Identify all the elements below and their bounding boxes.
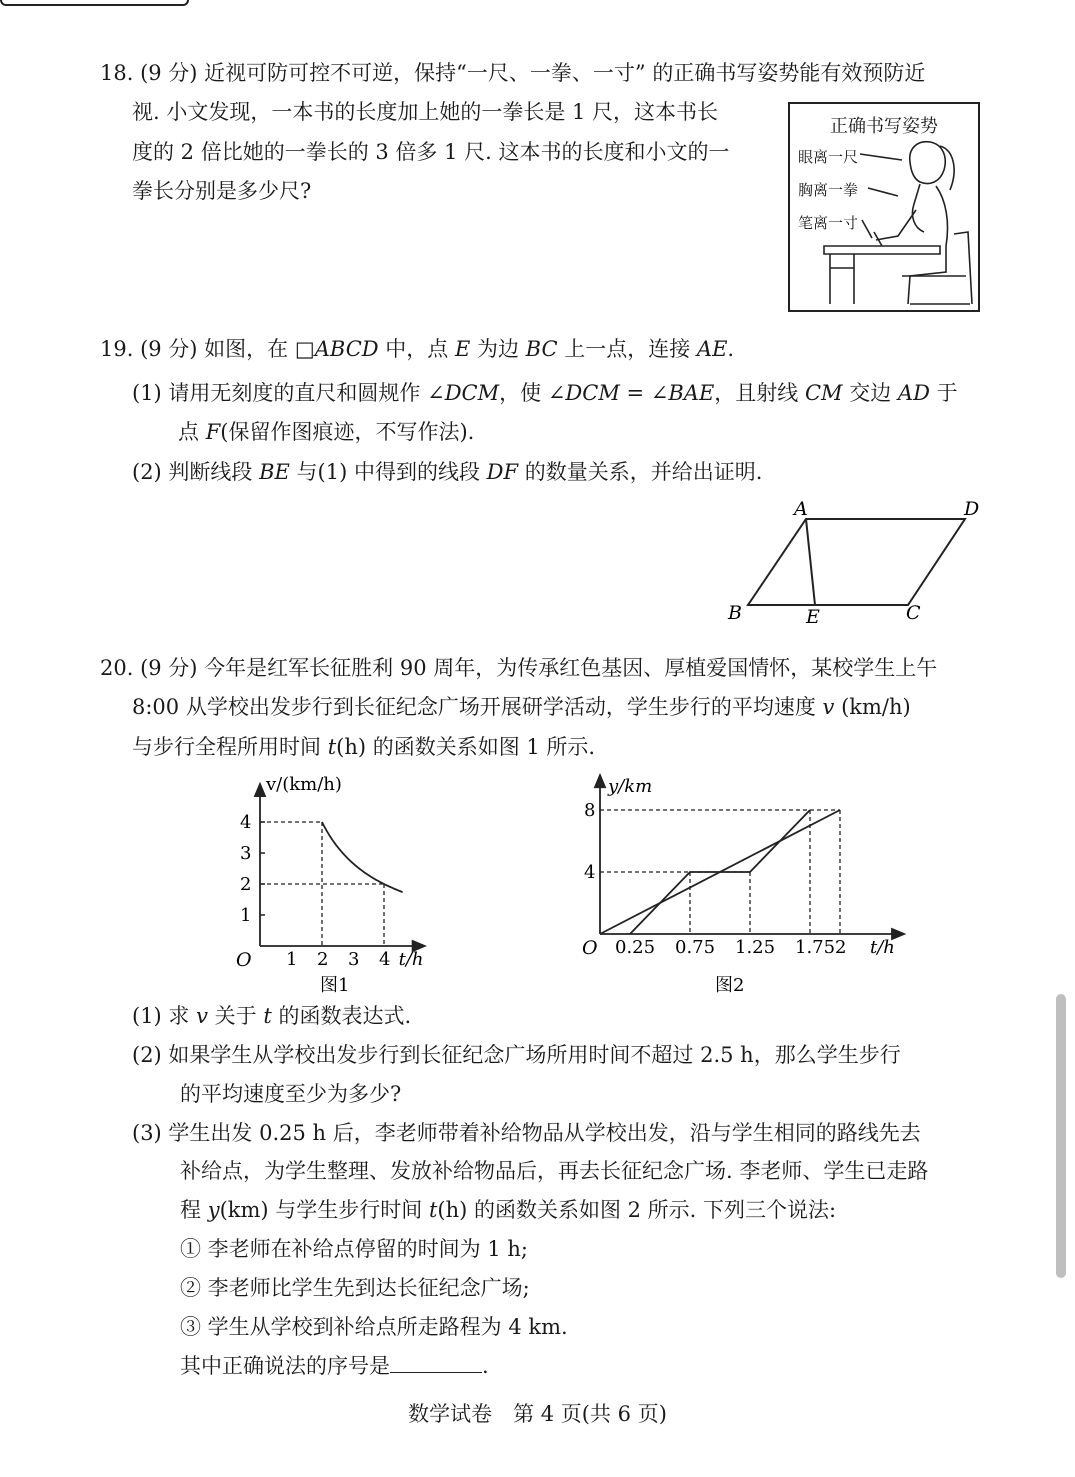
fig2-x-tick-2: 2 [835,937,847,958]
posture-title: 正确书写姿势 [830,116,938,137]
q20-line-3: 与步行全程所用时间 t(h) 的函数关系如图 1 所示. [132,735,596,759]
scrollbar-thumb[interactable] [1056,994,1066,1278]
y-axis-arrow [595,775,605,787]
fig2-caption: 图2 [715,975,745,996]
segment-ae [806,519,815,605]
writing-posture-figure [788,102,980,312]
parallelogram-symbol: □ [294,337,315,361]
parallelogram-abcd [748,519,965,605]
back [936,186,948,246]
vertex-a: A [794,498,808,520]
q18-line-4: 拳长分别是多少尺? [132,179,312,203]
statement-3: ③ 学生从学校到补给点所走路程为 4 km. [180,1315,568,1339]
fig1-x-tick-3: 3 [348,949,360,970]
fig2-y-axis-label: y/km [608,776,653,797]
fig1-y-tick-2: 2 [240,874,252,895]
q20-line-2: 8:00 从学校出发步行到长征纪念广场开展研学活动，学生步行的平均速度 v (km/h) [132,695,911,719]
fig2-y-tick-4: 4 [584,862,596,883]
fig1-x-axis-label: t/h [398,949,424,970]
statement-1: ① 李老师在补给点停留的时间为 1 h; [180,1237,528,1261]
fig1-x-tick-2: 2 [317,949,329,970]
fig2-x-tick-1.25: 1.25 [735,937,776,958]
velocity-curve [322,822,403,892]
figure-2-distance-chart [575,768,895,996]
chair [902,232,972,304]
fig1-x-tick-4: 4 [379,949,391,970]
q18-line-2: 视. 小文发现，一本书的长度加上她的一拳长是 1 尺，这本书长 [132,100,719,124]
fig1-caption: 图1 [320,975,350,996]
q19-part-1: (1) 请用无刻度的直尺和圆规作 ∠DCM，使 ∠DCM = ∠BAE，且射线 CM 交边 AD 于 [132,381,958,405]
answer-blank[interactable] [390,1352,482,1373]
parallelogram-figure [720,495,1020,635]
vertex-d: D [964,498,980,520]
torso-front [912,184,924,232]
q19-stem: 19. (9 分) 如图，在 □ABCD 中，点 E 为边 BC 上一点，连接 AE. [100,337,735,361]
q18-line-1: 18. (9 分) 近视可防可控不可逆，保持“一尺、一拳、一寸” 的正确书写姿势能有效预防近 [100,61,926,85]
fig2-y-tick-8: 8 [584,800,596,821]
pointer-eye [860,154,902,160]
fig1-x-tick-1: 1 [286,949,298,970]
q19-part-2: (2) 判断线段 BE 与(1) 中得到的线段 DF 的数量关系，并给出证明. [132,460,763,484]
figure-1-velocity-chart [220,768,460,996]
q20-part-3-line-3: 程 y(km) 与学生步行时间 t(h) 的函数关系如图 2 所示. 下列三个说法: [180,1198,837,1222]
page-footer: 数学试卷 第 4 页(共 6 页) [408,1402,667,1426]
pointer-pen [862,220,872,238]
q19-part-1-cont: 点 F(保留作图痕迹，不写作法). [178,420,475,444]
previous-card-edge [0,0,189,6]
vertex-b: B [728,602,742,624]
q20-line-1: 20. (9 分) 今年是红军长征胜利 90 周年，为传承红色基因、厚植爱国情怀，某校学生上午 [100,656,938,680]
fig2-x-tick-0.75: 0.75 [675,937,716,958]
q20-part-2: (2) 如果学生从学校出发步行到长征纪念广场所用时间不超过 2.5 h，那么学生步行 [132,1043,901,1067]
fig1-y-tick-4: 4 [240,812,252,833]
arm [876,210,916,240]
head [910,142,945,184]
q20-part-3: (3) 学生出发 0.25 h 后，李老师带着补给物品从学校出发，沿与学生相同的路线先去 [132,1121,921,1145]
vertex-c: C [906,602,921,624]
pointer-chest [868,188,898,196]
fig1-y-tick-3: 3 [240,843,252,864]
desk-legs [830,254,854,304]
statement-2: ② 李老师比学生先到达长征纪念广场; [180,1276,530,1300]
label-chest-distance: 胸离一拳 [798,181,859,199]
q20-part-1: (1) 求 v 关于 t 的函数表达式. [132,1004,412,1028]
q20-part-2-cont: 的平均速度至少为多少? [180,1082,402,1106]
q18-line-3: 度的 2 倍比她的一拳长的 3 倍多 1 尺. 这本书的长度和小文的一 [132,140,730,164]
fig2-x-tick-1.75: 1.75 [795,937,836,958]
label-eye-distance: 眼离一尺 [798,148,859,166]
desk-top [824,246,940,254]
fig2-x-tick-0.25: 0.25 [615,937,656,958]
vertex-e: E [806,606,820,628]
ponytail [940,146,954,190]
fig1-origin: O [236,949,252,971]
q20-part-3-line-2: 补给点，为学生整理、发放补给物品后，再去长征纪念广场. 李老师、学生已走路 [180,1159,929,1183]
label-pen-distance: 笔离一寸 [798,214,859,232]
fig2-origin: O [582,937,598,959]
fig1-y-tick-1: 1 [240,905,252,926]
fig2-x-axis-label: t/h [870,937,895,958]
fig1-y-axis-label: v/(km/h) [266,774,342,795]
student-drawing [790,104,978,310]
answer-line: 其中正确说法的序号是 . [180,1354,489,1378]
y-axis-arrow [255,784,265,796]
